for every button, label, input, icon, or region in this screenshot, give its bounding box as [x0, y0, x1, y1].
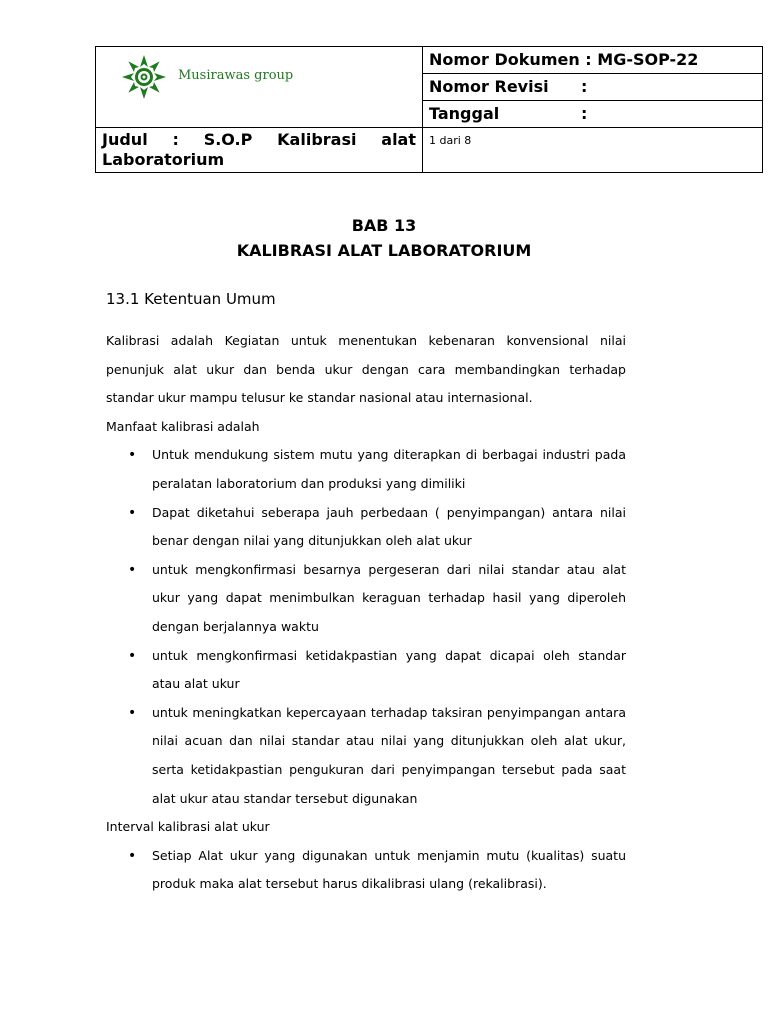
bullet-icon: • — [128, 447, 137, 464]
date-row — [423, 101, 763, 128]
logo-cell — [96, 47, 423, 128]
section-title: 13.1 Ketentuan Umum — [106, 290, 276, 308]
list-item-text: Dapat diketahui seberapa jauh perbedaan ( penyimpangan) antara nilai benar dengan nilai yang ditunjukkan oleh alat ukur — [152, 504, 626, 549]
list-item — [106, 842, 626, 899]
benefits-heading: Manfaat kalibrasi adalah — [106, 418, 260, 434]
document-number: Nomor Dokumen : MG-SOP-22 — [423, 47, 763, 74]
list-item-text: untuk mengkonfirmasi besarnya pergeseran dari nilai standar atau alat ukur yang dapat menimbulkan keraguan terhadap hasil yang diperoleh dengan berjalannya waktu — [152, 561, 626, 634]
interval-heading: Interval kalibrasi alat ukur — [106, 819, 270, 835]
interval-list — [106, 842, 626, 899]
bullet-icon: • — [128, 561, 137, 578]
list-item-text: untuk mengkonfirmasi ketidakpastian yang dapat dicapai oleh standar atau alat ukur — [152, 647, 626, 692]
bullet-icon: • — [128, 704, 137, 721]
section-body — [106, 327, 626, 899]
list-item — [106, 556, 626, 642]
benefits-list — [106, 441, 626, 813]
document-header-table — [95, 46, 763, 173]
company-logo-icon — [120, 53, 168, 101]
revision-label: Nomor Revisi — [429, 77, 549, 96]
date-label: Tanggal — [429, 104, 500, 123]
revision-row — [423, 74, 763, 101]
revision-separator: : — [581, 77, 588, 96]
list-item-text: Setiap Alat ukur yang digunakan untuk menjamin mutu (kualitas) suatu produk maka alat tersebut harus dikalibrasi ulang (rekalibrasi). — [152, 847, 626, 892]
document-title: Judul : S.O.P Kalibrasi alat Laboratorium — [96, 128, 423, 173]
bullet-icon: • — [128, 504, 137, 521]
list-item — [106, 642, 626, 699]
chapter-title: KALIBRASI ALAT LABORATORIUM — [236, 241, 532, 260]
list-item-text: untuk meningkatkan kepercayaan terhadap taksiran penyimpangan antara nilai acuan dan nilai standar atau nilai yang ditunjukkan oleh alat ukur, serta ketidakpastian pengukuran dari penyimpangan tersebut pada saat alat ukur atau standar tersebut digunakan — [152, 704, 626, 806]
company-name: Musirawas group — [178, 68, 294, 83]
list-item — [106, 499, 626, 556]
chapter-number: BAB 13 — [351, 216, 417, 235]
list-item-text: Untuk mendukung sistem mutu yang diterapkan di berbagai industri pada peralatan laboratorium dan produksi yang dimiliki — [152, 447, 626, 491]
bullet-icon: • — [128, 647, 137, 664]
date-separator: : — [581, 104, 588, 123]
page-count: 1 dari 8 — [423, 128, 763, 173]
bullet-icon: • — [128, 847, 137, 864]
intro-paragraph: Kalibrasi adalah Kegiatan untuk menentukan kebenaran konvensional nilai penunjuk alat ukur dan benda ukur dengan cara membandingkan terhadap standar ukur mampu telusur ke standar nasional atau internasional. — [106, 333, 626, 406]
list-item — [106, 441, 626, 498]
list-item — [106, 699, 626, 813]
